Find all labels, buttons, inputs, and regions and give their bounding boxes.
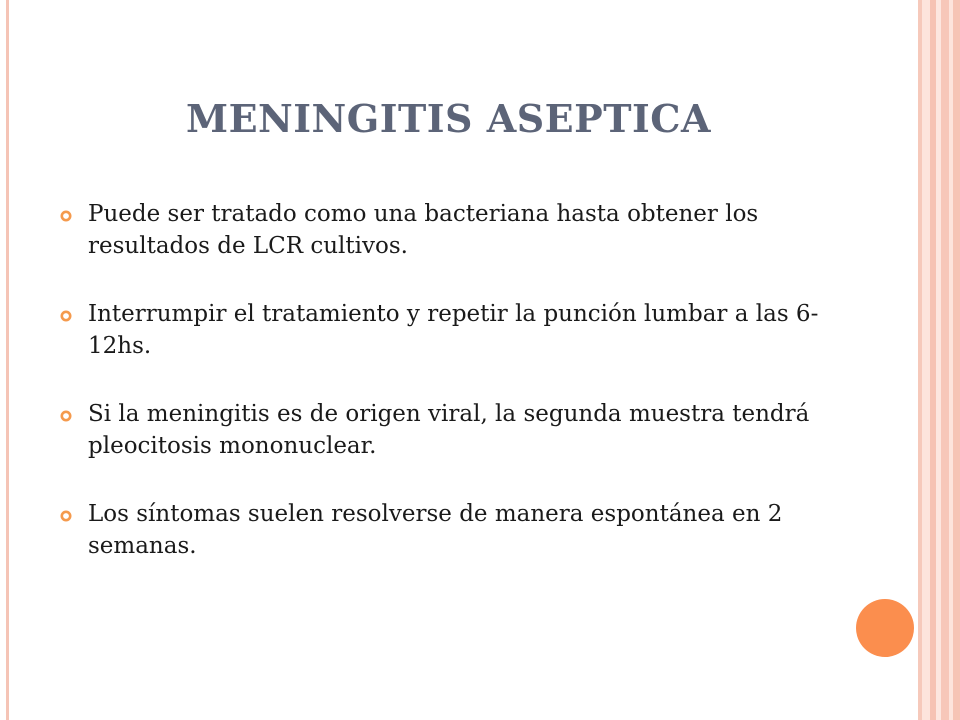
bullet-list (60, 198, 860, 598)
bullet-item (60, 298, 860, 362)
bullet-text: Si la meningitis es de origen viral, la segunda muestra tendrá pleocitosis mononuclear. (88, 401, 810, 459)
bullet-item (60, 498, 860, 562)
left-border-decoration (6, 0, 9, 720)
slide-title: MENINGITIS ASEPTICA (186, 96, 711, 141)
bullet-item (60, 398, 860, 462)
orange-circle-decoration (856, 599, 914, 657)
stripe (953, 0, 960, 720)
bullet-text: Interrumpir el tratamiento y repetir la punción lumbar a las 6-12hs. (88, 301, 819, 359)
bullet-text: Puede ser tratado como una bacteriana hasta obtener los resultados de LCR cultivos. (88, 201, 759, 259)
stripe (941, 0, 949, 720)
stripe (922, 0, 930, 720)
right-stripes-decoration (918, 0, 960, 720)
ring-bullet-icon (60, 510, 72, 522)
ring-bullet-icon (60, 410, 72, 422)
bullet-text: Los síntomas suelen resolverse de manera espontánea en 2 semanas. (88, 501, 783, 559)
ring-bullet-icon (60, 310, 72, 322)
ring-bullet-icon (60, 210, 72, 222)
bullet-item (60, 198, 860, 262)
